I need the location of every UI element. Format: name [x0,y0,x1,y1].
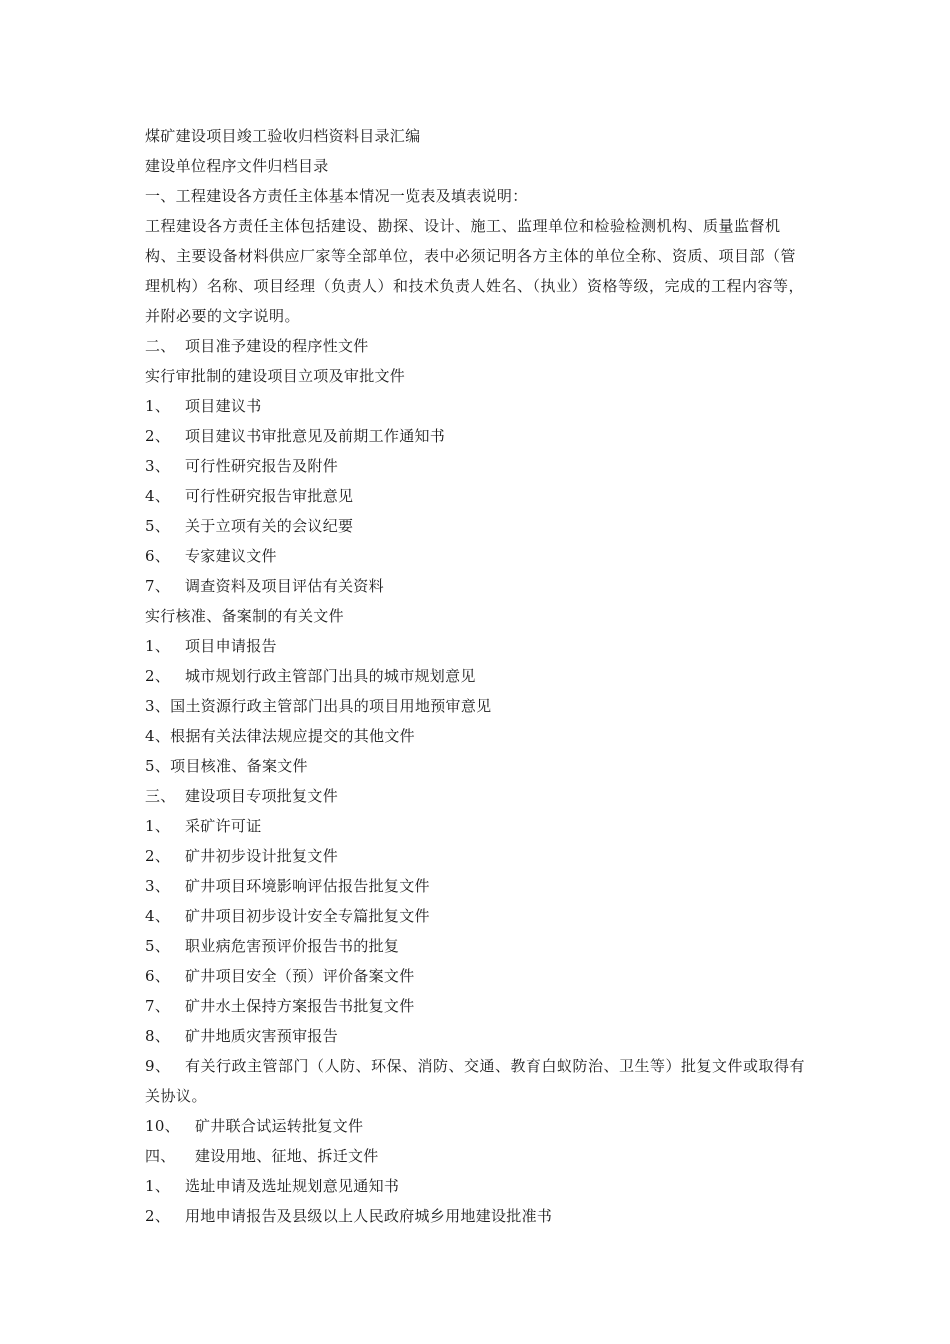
item-text: 专家建议文件 [185,547,277,565]
list-item [145,571,810,601]
list-item [145,901,810,931]
list-item [145,1021,810,1051]
list-item [145,1111,810,1141]
item-text: 矿井初步设计批复文件 [185,847,339,865]
item-number: 1、 [145,1177,171,1195]
item-number: 1、 [145,397,171,415]
item-number: 2、 [145,1207,171,1225]
section-2-heading [145,331,810,361]
item-text: 矿井项目安全（预）评价备案文件 [185,967,415,985]
list-item [145,391,810,421]
item-text: 矿井地质灾害预审报告 [185,1027,339,1045]
item-number: 10、 [145,1117,180,1135]
subsection-heading: 实行审批制的建设项目立项及审批文件 [145,367,406,385]
section-number: 二、 [145,337,176,355]
item-number: 9、 [145,1057,171,1075]
list-item [145,511,810,541]
section-title: 项目准予建设的程序性文件 [185,337,369,355]
item-text: 项目建议书 [185,397,262,415]
item-text: 有关行政主管部门（人防、环保、消防、交通、教育白蚁防治、卫生等）批复文件或取得有关协议。 [145,1057,806,1105]
item-text: 采矿许可证 [185,817,262,835]
section-4-heading [145,1141,810,1171]
item-text: 矿井水土保持方案报告书批复文件 [185,997,415,1015]
list-item [145,871,810,901]
list-item [145,421,810,451]
item-number: 8、 [145,1027,171,1045]
item-number: 2、 [145,427,171,445]
list-item [145,991,810,1021]
list-item [145,811,810,841]
item-text: 矿井项目初步设计安全专篇批复文件 [185,907,430,925]
item-number: 7、 [145,997,171,1015]
section-title: 建设项目专项批复文件 [185,787,339,805]
item-text: 项目建议书审批意见及前期工作通知书 [185,427,446,445]
list-item [145,481,810,511]
list-item [145,1171,810,1201]
section-number: 三、 [145,787,176,805]
list-item [145,931,810,961]
document-page [145,121,810,1231]
item-number: 3、 [145,877,171,895]
item-number: 7、 [145,577,171,595]
item-text: 用地申请报告及县级以上人民政府城乡用地建设批准书 [185,1207,553,1225]
list-item: 5、项目核准、备案文件 [145,757,308,775]
item-text: 项目申请报告 [185,637,277,655]
item-text: 选址申请及选址规划意见通知书 [185,1177,400,1195]
list-item [145,661,810,691]
item-number: 5、 [145,937,171,955]
item-number: 1、 [145,637,171,655]
item-number: 4、 [145,487,171,505]
item-number: 5、 [145,517,171,535]
item-number: 1、 [145,817,171,835]
item-text: 矿井联合试运转批复文件 [195,1117,364,1135]
list-item [145,841,810,871]
item-number: 4、 [145,907,171,925]
document-subtitle: 建设单位程序文件归档目录 [145,157,329,175]
item-text: 矿井项目环境影响评估报告批复文件 [185,877,430,895]
section-1-paragraph: 工程建设各方责任主体包括建设、勘探、设计、施工、监理单位和检验检测机构、质量监督机构、主要设备材料供应厂家等全部单位，表中必须记明各方主体的单位全称、资质、项目部（管理机构）名称、项目经理（负责人）和技术负责人姓名、（执业）资格等级，完成的工程内容等，并附必要的文字说明。 [145,217,805,325]
item-text: 城市规划行政主管部门出具的城市规划意见 [185,667,476,685]
section-1-heading: 一、工程建设各方责任主体基本情况一览表及填表说明： [145,187,528,205]
item-text: 可行性研究报告及附件 [185,457,339,475]
item-text: 可行性研究报告审批意见 [185,487,354,505]
list-item [145,1201,810,1231]
section-3-heading [145,781,810,811]
section-number: 四、 [145,1147,176,1165]
document-title: 煤矿建设项目竣工验收归档资料目录汇编 [145,127,421,145]
list-item [145,451,810,481]
subsection-heading: 实行核准、备案制的有关文件 [145,607,344,625]
item-number: 2、 [145,847,171,865]
list-item: 3、国土资源行政主管部门出具的项目用地预审意见 [145,697,492,715]
item-text: 调查资料及项目评估有关资料 [185,577,384,595]
item-number: 3、 [145,457,171,475]
section-title: 建设用地、征地、拆迁文件 [195,1147,379,1165]
list-item: 4、根据有关法律法规应提交的其他文件 [145,727,415,745]
item-text: 职业病危害预评价报告书的批复 [185,937,400,955]
item-number: 2、 [145,667,171,685]
list-item [145,541,810,571]
list-item [145,1051,810,1111]
item-number: 6、 [145,547,171,565]
item-text: 关于立项有关的会议纪要 [185,517,354,535]
list-item [145,631,810,661]
item-number: 6、 [145,967,171,985]
list-item [145,961,810,991]
